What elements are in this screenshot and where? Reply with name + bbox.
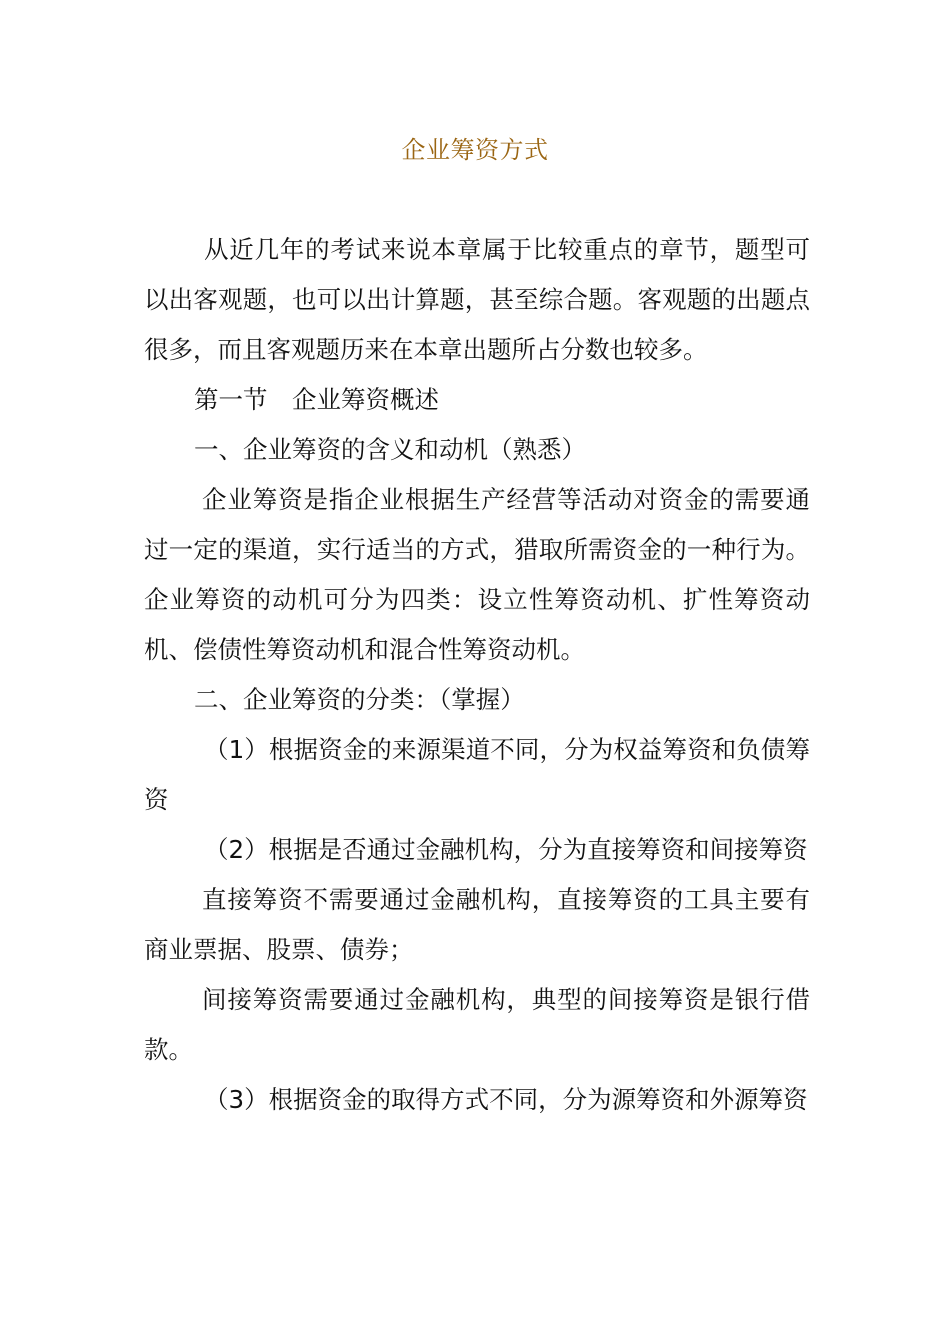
subsection-heading-2: 二、企业筹资的分类：（掌握） xyxy=(194,685,525,714)
classification-item-2: （2）根据是否通过金融机构，分为直接筹资和间接筹资 xyxy=(204,835,808,864)
classification-item-3: （3）根据资金的取得方式不同，分为源筹资和外源筹资 xyxy=(204,1085,808,1114)
indirect-financing-paragraph: 间接筹资需要通过金融机构，典型的间接筹资是银行借款。 xyxy=(144,985,810,1064)
direct-financing-paragraph: 直接筹资不需要通过金融机构，直接筹资的工具主要有商业票据、股票、债券； xyxy=(144,885,810,964)
document-title: 企业筹资方式 xyxy=(401,136,549,164)
classification-item-1: （1）根据资金的来源渠道不同，分为权益筹资和负债筹资 xyxy=(144,735,810,814)
definition-paragraph: 企业筹资是指企业根据生产经营等活动对资金的需要通过一定的渠道，实行适当的方式，猎取所需资金的一种行为。企业筹资的动机可分为四类：设立性筹资动机、扩性筹资动机、偿债性筹资动机和混合性筹资动机。 xyxy=(144,485,810,664)
subsection-heading-1: 一、企业筹资的含义和动机（熟悉） xyxy=(194,435,586,464)
document-body xyxy=(144,225,810,1125)
section-heading: 第一节 企业筹资概述 xyxy=(194,385,439,414)
intro-paragraph: 从近几年的考试来说本章属于比较重点的章节，题型可以出客观题，也可以出计算题，甚至综合题。客观题的出题点很多，而且客观题历来在本章出题所占分数也较多。 xyxy=(144,235,810,364)
